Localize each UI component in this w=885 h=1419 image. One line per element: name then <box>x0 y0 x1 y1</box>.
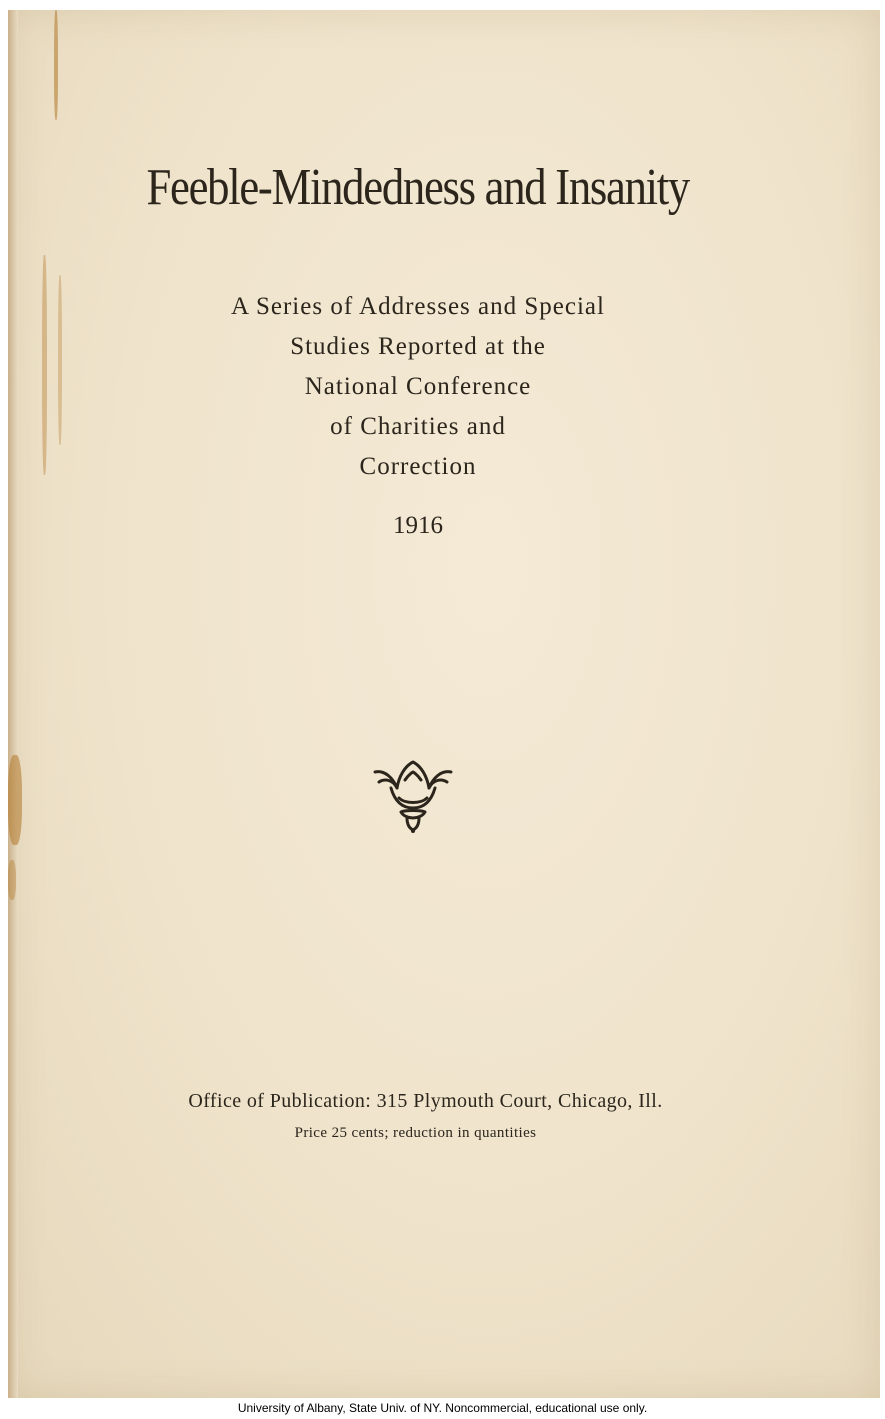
subtitle-line: of Charities and <box>330 413 506 440</box>
subtitle-line: National Conference <box>304 373 532 400</box>
document-subtitle <box>8 287 828 487</box>
binding-stain <box>54 10 58 120</box>
document-page <box>8 10 880 1398</box>
binding-stain <box>8 860 16 900</box>
lotus-flower-icon <box>371 758 455 836</box>
publication-year: 1916 <box>393 512 443 539</box>
subtitle-line: Correction <box>359 453 477 480</box>
subtitle-line: Studies Reported at the <box>290 333 546 360</box>
publication-office-line: Office of Publication: 315 Plymouth Court, Chicago, Ill. <box>188 1090 663 1112</box>
page-spine-edge <box>8 10 18 1398</box>
subtitle-line: A Series of Addresses and Special <box>231 293 605 320</box>
document-title: Feeble-Mindedness and Insanity <box>146 159 689 216</box>
archive-credit-footer: University of Albany, State Univ. of NY. Noncommercial, educational use only. <box>237 1401 648 1415</box>
price-line: Price 25 cents; reduction in quantities <box>294 1125 537 1141</box>
binding-stain <box>8 755 22 845</box>
